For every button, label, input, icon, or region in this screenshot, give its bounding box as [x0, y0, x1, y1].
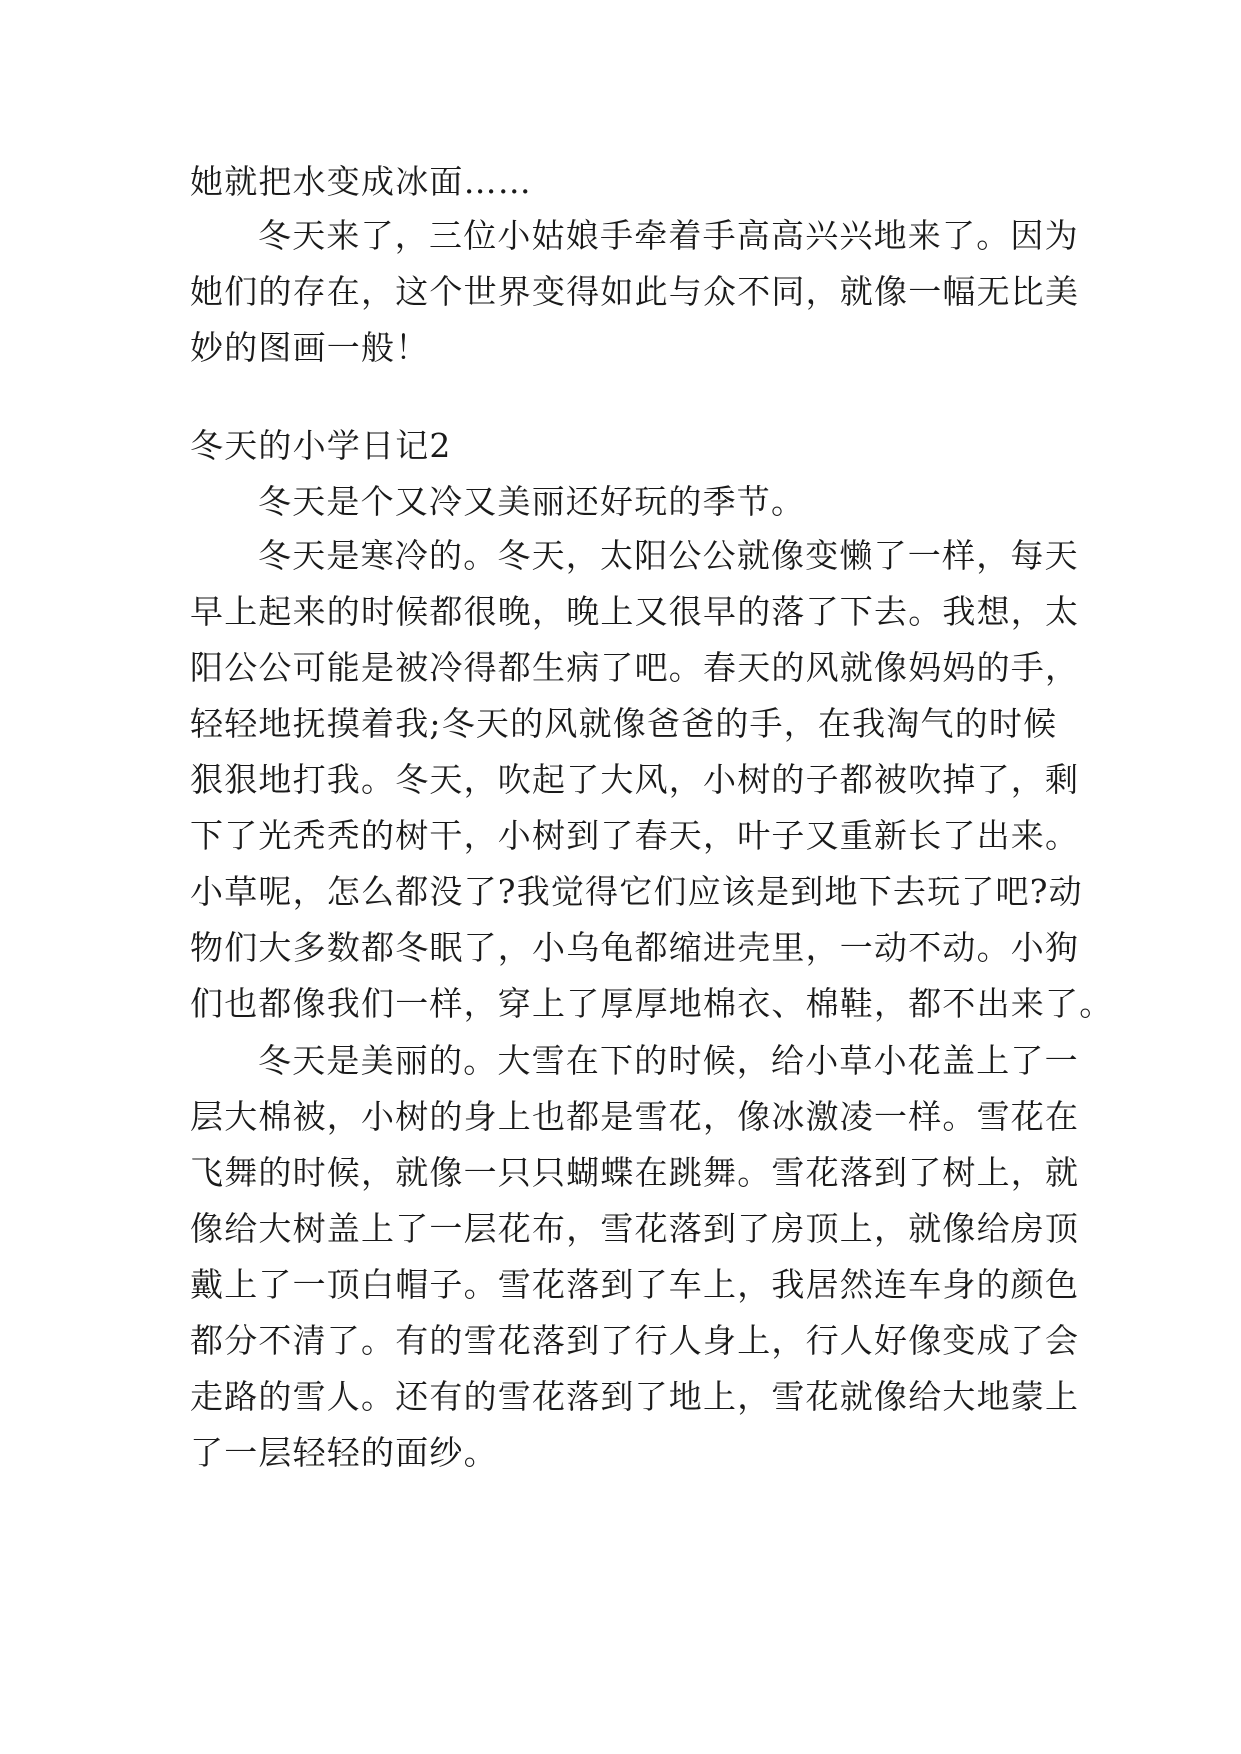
text-line: 轻轻地抚摸着我;冬天的风就像爸爸的手，在我淘气的时候 — [190, 704, 1058, 743]
text-line: 飞舞的时候，就像一只只蝴蝶在跳舞。雪花落到了树上，就 — [190, 1153, 1080, 1192]
text-line: 早上起来的时候都很晚，晚上又很早的落了下去。我想，太 — [190, 592, 1080, 631]
text-line: 戴上了一顶白帽子。雪花落到了车上，我居然连车身的颜色 — [190, 1265, 1080, 1304]
paragraph-1 — [190, 474, 1070, 530]
text-line: 狠狠地打我。冬天，吹起了大风，小树的子都被吹掉了，剩 — [190, 760, 1080, 799]
text-line: 冬天是个又冷又美丽还好玩的季节。 — [258, 482, 806, 521]
intro-paragraph — [190, 208, 1080, 376]
text-line: 像给大树盖上了一层花布，雪花落到了房顶上，就像给房顶 — [190, 1209, 1080, 1248]
text-line: 都分不清了。有的雪花落到了行人身上，行人好像变成了会 — [190, 1321, 1080, 1360]
paragraph-2 — [190, 528, 1114, 1032]
paragraph-3 — [190, 1033, 1080, 1481]
text-line: 她就把水变成冰面…… — [190, 162, 532, 201]
text-line: 她们的存在，这个世界变得如此与众不同，就像一幅无比美 — [190, 272, 1080, 311]
text-line: 了一层轻轻的面纱。 — [190, 1433, 498, 1472]
text-line: 冬天是美丽的。大雪在下的时候，给小草小花盖上了一 — [258, 1041, 1079, 1080]
text-line: 妙的图画一般！ — [190, 328, 430, 367]
continuation-paragraph — [190, 154, 1070, 210]
text-line: 阳公公可能是被冷得都生病了吧。春天的风就像妈妈的手， — [190, 648, 1080, 687]
text-line: 小草呢，怎么都没了?我觉得它们应该是到地下去玩了吧?动 — [190, 872, 1083, 911]
section-title: 冬天的小学日记2 — [190, 426, 452, 465]
text-line: 们也都像我们一样，穿上了厚厚地棉衣、棉鞋，都不出来了。 — [190, 984, 1114, 1023]
text-line: 冬天是寒冷的。冬天，太阳公公就像变懒了一样，每天 — [258, 536, 1079, 575]
text-line: 走路的雪人。还有的雪花落到了地上，雪花就像给大地蒙上 — [190, 1377, 1080, 1416]
text-line: 冬天来了，三位小姑娘手牵着手高高兴兴地来了。因为 — [258, 216, 1079, 255]
text-line: 层大棉被，小树的身上也都是雪花，像冰激凌一样。雪花在 — [190, 1097, 1080, 1136]
text-line: 物们大多数都冬眠了，小乌龟都缩进壳里，一动不动。小狗 — [190, 928, 1080, 967]
text-line: 下了光秃秃的树干，小树到了春天，叶子又重新长了出来。 — [190, 816, 1080, 855]
